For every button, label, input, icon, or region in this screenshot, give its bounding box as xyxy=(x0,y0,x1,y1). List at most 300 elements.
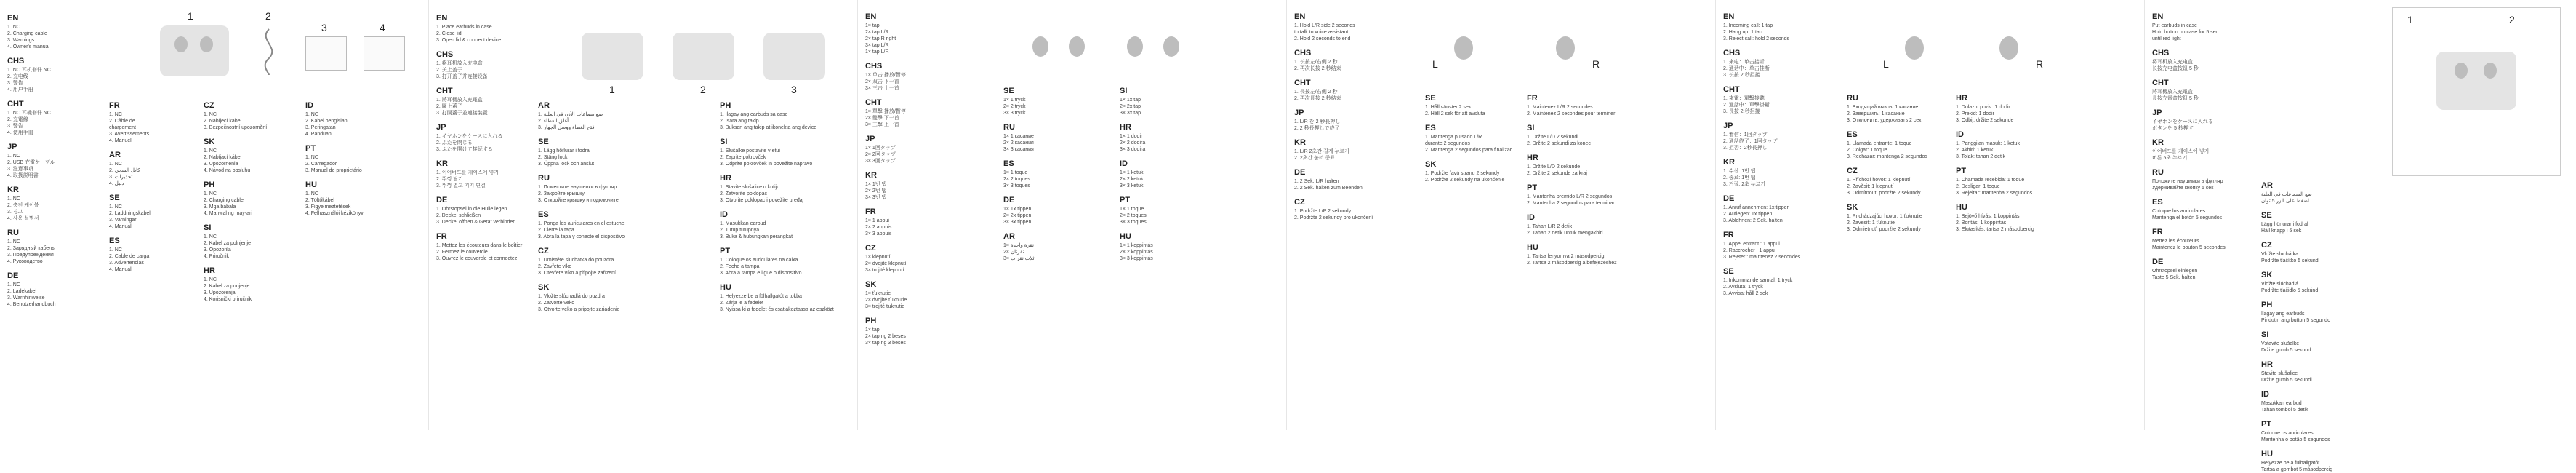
instruction-line: 1. Appel entrant : 1 appui xyxy=(1723,242,1780,247)
language-code: CHT xyxy=(865,98,882,107)
instruction-line: 3× trojité klepnutí xyxy=(865,268,904,273)
language-code: CZ xyxy=(204,101,214,110)
language-code: FR xyxy=(109,101,120,110)
instruction-line: 3× 3 koppintás xyxy=(1120,256,1153,261)
instruction-line: 2. 뚜껑 닫기 xyxy=(436,177,463,182)
instruction-line: 1. Hold L/R side 2 seconds xyxy=(1294,23,1355,28)
language-code: SI xyxy=(1527,124,1535,132)
instruction-line: 3. Abra a tampa e ligue o dispositivo xyxy=(720,271,802,276)
language-code: SI xyxy=(2261,330,2269,339)
instruction-line: 3. Reject call: hold 2 seconds xyxy=(1723,36,1790,41)
instruction-line: Lägg hörlurar i fodral xyxy=(2261,222,2308,227)
instruction-line: 1× ťuknutie xyxy=(865,291,891,296)
earbud-case xyxy=(160,25,229,76)
language-code: CZ xyxy=(1847,167,1858,175)
instruction-line: 3× 3 toques xyxy=(1120,220,1147,225)
language-column xyxy=(204,95,285,303)
instruction-line: 2× 2 appuis xyxy=(865,225,892,230)
language-column xyxy=(1527,87,1617,266)
language-column xyxy=(109,95,190,273)
instruction-line: 2× 雙擊 下一首 xyxy=(865,116,899,121)
language-code: ES xyxy=(1847,130,1858,139)
language-code: SK xyxy=(2261,271,2273,279)
cable-icon xyxy=(254,25,284,76)
language-code: KR xyxy=(1723,158,1735,167)
language-code: RU xyxy=(538,174,550,183)
language-code: ID xyxy=(1527,213,1535,222)
language-code: PT xyxy=(1120,196,1131,204)
instruction-line: 1. Ohrstöpsel in die Hülle legen xyxy=(436,207,507,212)
instruction-line: 1. NC xyxy=(109,112,122,117)
instruction-line: 3. Odmietnuť: podržte 2 sekundy xyxy=(1847,227,1921,232)
instruction-line: 2. Câble de xyxy=(109,119,135,124)
instruction-line: 2. Akhiri: 1 ketuk xyxy=(1956,148,1994,153)
instruction-line: 2× نقرتان xyxy=(1003,250,1024,255)
instruction-line: 3. Bezpečnostní upozornění xyxy=(204,125,268,130)
instruction-line: Držite gumb 5 sekund xyxy=(2261,348,2311,353)
instruction-line: اضغط على الزر 5 ثوان xyxy=(2261,199,2309,204)
instruction-line: 3. Avvisa: håll 2 sek xyxy=(1723,291,1768,296)
instruction-line: 1. Helyezze be a fülhallgatót a tokba xyxy=(720,294,802,299)
instruction-line: 1× 1 toque xyxy=(1003,170,1028,175)
instruction-line: 2. Tartsa 2 másodpercig a befejezéshez xyxy=(1527,261,1617,266)
language-code: CZ xyxy=(538,247,549,255)
instruction-line: 3× trojité ťuknutie xyxy=(865,304,905,309)
instruction-line: 2. Carregador xyxy=(305,162,337,167)
language-code: ES xyxy=(1003,159,1014,168)
instruction-line: 3. Rejeitar: mantenha 2 segundos xyxy=(1956,191,2033,196)
instruction-line: 1. NC 耳機套件 NC xyxy=(7,111,51,116)
language-code: JP xyxy=(7,143,17,151)
instruction-line: 3. Odprite pokrovček in povežite napravo xyxy=(720,162,813,167)
instruction-line: 3. Warnings xyxy=(7,38,35,43)
instruction-line: 3. افتح الغطاء ووصل الجهاز xyxy=(538,125,596,130)
instruction-line: 2. Hang up: 1 tap xyxy=(1723,30,1762,35)
instruction-line: Mettez les écouteurs xyxy=(2152,239,2199,244)
instruction-line: 2. 通話終了：1回タップ xyxy=(1723,139,1778,144)
instruction-line: 3. 长按 2 秒拒接 xyxy=(1723,73,1760,78)
earbud-left xyxy=(1454,36,1473,60)
instruction-line: 2. Håll 2 sek för att avsluta xyxy=(1425,111,1485,116)
language-code: KR xyxy=(2152,138,2164,147)
instruction-line: 1. 着信：1回タップ xyxy=(1723,132,1768,138)
language-code: RU xyxy=(7,228,19,237)
language-code: EN xyxy=(1294,12,1306,21)
instruction-line: 2× dvojité ťuknutie xyxy=(865,298,907,303)
instruction-line: 1. NC xyxy=(204,277,217,282)
language-code: CHT xyxy=(1294,79,1311,87)
language-code: SE xyxy=(109,194,120,202)
instruction-line: 1× 1 касание xyxy=(1003,134,1034,139)
earbud-right xyxy=(1069,36,1085,57)
instruction-line: 2. Feche a tampa xyxy=(720,264,760,269)
instruction-line: 1. NC 耳机套件 NC xyxy=(7,68,51,73)
language-code: HR xyxy=(204,266,215,275)
instruction-line: 1. Masukkan earbud xyxy=(720,221,766,226)
instruction-line: 2. Držite 2 sekunde za kraj xyxy=(1527,171,1587,176)
language-code: DE xyxy=(1723,194,1735,203)
instruction-line: 3. Odmítnout: podržte 2 sekundy xyxy=(1847,191,1921,196)
instruction-line: 2× 2x tippen xyxy=(1003,213,1032,218)
instruction-line: 3× 3 ketuk xyxy=(1120,183,1144,188)
instruction-line: 3. Avertissements xyxy=(109,132,150,137)
language-code: PT xyxy=(2261,420,2272,429)
instruction-line: 1. Tartsa lenyomva 2 másodpercig xyxy=(1527,254,1605,259)
earbud-left xyxy=(1032,36,1048,57)
instruction-line: 2× tap ng 2 beses xyxy=(865,334,906,339)
instruction-line: 4. Manuel xyxy=(109,138,132,143)
panel-calls xyxy=(1716,0,2145,430)
language-code: SE xyxy=(1003,87,1014,95)
language-column xyxy=(1723,6,1805,297)
instruction-line: 1. Držite L/D 2 sekunde xyxy=(1527,164,1581,170)
language-code: SK xyxy=(1847,203,1858,212)
language-code: PT xyxy=(1956,167,1967,175)
instruction-line: 3. Manual de proprietário xyxy=(305,168,362,173)
instruction-line: 3. Elutasítás: tartsa 2 másodpercig xyxy=(1956,227,2034,232)
language-column xyxy=(305,95,387,217)
instruction-line: 2× 双击 下一首 xyxy=(865,79,899,84)
instruction-line: 1× 1 koppintás xyxy=(1120,243,1153,248)
instruction-line: 3. ふたを開けて接続する xyxy=(436,147,493,152)
instruction-line: 1. Slušalke postavite v etui xyxy=(720,148,780,154)
language-code: HU xyxy=(1956,203,1967,212)
instruction-line: 4. Manual xyxy=(109,267,132,272)
figure-earbud-taps xyxy=(1003,29,1221,73)
instruction-line: 3× 3回タップ xyxy=(865,159,896,164)
instruction-line: 1× 1 toque xyxy=(1120,207,1144,212)
language-code: ES xyxy=(538,210,549,219)
language-code: AR xyxy=(538,101,550,110)
instruction-line: chargement xyxy=(109,125,136,130)
language-column xyxy=(1847,87,1928,233)
instruction-line: Mantenha o botão 5 segundos xyxy=(2261,437,2330,442)
instruction-line: 1. NC xyxy=(109,204,122,210)
manual-sheet xyxy=(364,36,405,71)
instruction-line: 2. Desligar: 1 toque xyxy=(1956,184,2000,189)
instruction-line: 3. Предупреждения xyxy=(7,253,54,258)
instruction-line: Положите наушники в футляр xyxy=(2152,179,2223,184)
instruction-line: 1. NC xyxy=(7,239,20,245)
instruction-line: 3. Otvorte veko a pripojte zariadenie xyxy=(538,307,620,312)
instruction-line: Podržte tlačítko 5 sekund xyxy=(2261,258,2319,263)
language-code: JP xyxy=(1723,122,1733,130)
instruction-line: 2. ふたを閉じる xyxy=(436,140,473,146)
language-code: EN xyxy=(7,14,19,23)
instruction-line: 3. Ouvrez le couvercle et connectez xyxy=(436,256,518,261)
language-code: CHT xyxy=(436,87,453,95)
instruction-line: 3× 3번 탭 xyxy=(865,195,887,200)
instruction-line: Hold button on case for 5 sec xyxy=(2152,30,2219,35)
instruction-line: 1× 1回タップ xyxy=(865,146,896,151)
instruction-line: 1× 單擊 播放/暫停 xyxy=(865,109,906,114)
instruction-line: 3. Odbij: držite 2 sekunde xyxy=(1956,118,2014,123)
instruction-line: ضع السماعات في العلبة xyxy=(2261,192,2312,197)
instruction-line: 2. Зарядный кабель xyxy=(7,246,55,251)
instruction-line: Coloque los auriculares xyxy=(2152,209,2206,214)
instruction-line: 3. Opozorila xyxy=(204,247,231,253)
instruction-line: 2× 2 dodira xyxy=(1120,140,1146,146)
instruction-line: 1. Inkommande samtal: 1 tryck xyxy=(1723,278,1793,283)
language-code: SE xyxy=(1723,267,1734,276)
figure-number-2: 2 xyxy=(265,10,271,22)
instruction-line: Mantenga el botón 5 segundos xyxy=(2152,215,2223,220)
language-code: ID xyxy=(305,101,313,110)
instruction-line: 1. Držite L/D 2 sekundi xyxy=(1527,135,1578,140)
language-code: DE xyxy=(2152,258,2164,266)
warnings-sheet xyxy=(305,36,347,71)
instruction-line: 3. Öppna lock och anslut xyxy=(538,162,595,167)
instruction-line: 1. L/R を 2 秒長押し xyxy=(1294,119,1341,124)
instruction-line: 3. Upozornenia xyxy=(204,162,238,167)
instruction-line: 2× 2 ketuk xyxy=(1120,177,1144,182)
language-code: PT xyxy=(305,144,316,153)
language-code: CHS xyxy=(1294,49,1312,57)
language-code: PT xyxy=(720,247,731,255)
instruction-line: 2× tap R right xyxy=(865,36,896,41)
instruction-line: 4. Руководство xyxy=(7,259,43,264)
instruction-line: 3. 長按 2 秒拒接 xyxy=(1723,109,1760,114)
instruction-line: 2. Töltőkábel xyxy=(305,198,334,203)
instruction-line: 1. Tahan L/R 2 detik xyxy=(1527,224,1573,229)
instruction-line: 2. 充电线 xyxy=(7,74,28,79)
language-code: SI xyxy=(1120,87,1128,95)
instruction-line: 2. 2 秒長押しで終了 xyxy=(1294,126,1340,131)
instruction-line: 1. Håll vänster 2 sek xyxy=(1425,105,1472,110)
instruction-line: Držite gumb 5 sekundi xyxy=(2261,378,2312,383)
instruction-line: 1. イヤホンをケースに入れる xyxy=(436,134,503,139)
instruction-line: 2× tap L/R xyxy=(865,30,889,35)
figure-number-1: 1 xyxy=(609,84,615,95)
instruction-line: 4. Owner's manual xyxy=(7,44,50,49)
instruction-line: 1× 1x tap xyxy=(1120,98,1141,103)
instruction-line: 1× 1 tryck xyxy=(1003,98,1026,103)
earbud-case xyxy=(2436,52,2516,110)
instruction-line: 4. Manwal ng may-ari xyxy=(204,211,252,216)
instruction-line: 2. USB 充電ケーブル xyxy=(7,160,55,165)
instruction-line: 2× 2 toques xyxy=(1003,177,1030,182)
language-code: CHT xyxy=(1723,85,1740,94)
instruction-line: 2. Charging cable xyxy=(204,198,244,203)
instruction-line: 3. Otvorite poklopac i povežite uređaj xyxy=(720,198,804,203)
language-code: DE xyxy=(1294,168,1306,177)
instruction-line: 2. Charging cable xyxy=(7,31,47,36)
language-code: CHS xyxy=(865,62,883,71)
language-code: FR xyxy=(865,207,876,216)
instruction-line: 1. Поместите наушники в футляр xyxy=(538,185,617,190)
instruction-line: 2. Deckel schließen xyxy=(436,213,481,218)
instruction-line: 長按充電盒按鈕 5 秒 xyxy=(2152,96,2199,101)
language-code: SE xyxy=(1425,94,1436,103)
instruction-line: 1. Ilagay ang earbuds sa case xyxy=(720,112,788,117)
instruction-line: 2. 充電線 xyxy=(7,117,28,122)
instruction-line: 1. Anruf annehmen: 1x tippen xyxy=(1723,205,1790,210)
instruction-line: 2. Zaprite pokrovček xyxy=(720,155,766,160)
instruction-line: 1. Prichádzajúci hovor: 1 ťuknutie xyxy=(1847,214,1922,219)
earbud-right xyxy=(1999,36,2018,60)
instruction-line: 4. 用户手册 xyxy=(7,87,33,92)
instruction-line: 3. Open lid & connect device xyxy=(436,38,502,43)
instruction-line: 2. Prekid: 1 dodir xyxy=(1956,111,1994,116)
instruction-line: 1. NC xyxy=(305,112,318,117)
instruction-line: 将耳机放入充电盒 xyxy=(2152,60,2193,65)
earbud-left xyxy=(174,36,188,52)
earbud-left xyxy=(1127,36,1143,57)
instruction-line: 3. Откройте крышку и подключите xyxy=(538,198,619,203)
instruction-line: 1. Place earbuds in case xyxy=(436,25,492,30)
instruction-line: 2. Mantenga 2 segundos para finalizar xyxy=(1425,148,1512,153)
language-code: SI xyxy=(204,223,212,232)
language-code: SK xyxy=(865,280,877,289)
instruction-line: to talk to voice assistant xyxy=(1294,30,1349,35)
panel-reset xyxy=(2145,0,2576,472)
instruction-line: 3. 警告 xyxy=(7,124,23,129)
instruction-line: 2. Raccrocher : 1 appui xyxy=(1723,248,1776,253)
language-code: JP xyxy=(2152,108,2162,117)
instruction-line: Podržte tlačidlo 5 sekúnd xyxy=(2261,288,2319,293)
language-code: AR xyxy=(2261,181,2273,190)
figure-reset xyxy=(2392,7,2561,176)
instruction-line: 3. Deckel öffnen & Gerät verbinden xyxy=(436,220,516,225)
language-code: ES xyxy=(2152,198,2163,207)
instruction-line: 1. Ponga los auriculares en el estuche xyxy=(538,221,625,226)
instruction-line: 2. Close lid xyxy=(436,31,462,36)
instruction-line: 2. Zavřete víko xyxy=(538,264,572,269)
instruction-line: 2. Mantenha 2 segundos para terminar xyxy=(1527,201,1615,206)
instruction-line: 1× tap xyxy=(865,327,880,333)
language-code: FR xyxy=(2152,228,2163,236)
instruction-line: durante 2 segundos xyxy=(1425,141,1470,146)
instruction-line: ボタンを 5 秒押す xyxy=(2152,126,2194,131)
language-code: HU xyxy=(1527,243,1538,252)
instruction-line: 3. Buka & hubungkan perangkat xyxy=(720,234,793,239)
instruction-line: Удерживайте кнопку 5 сек xyxy=(2152,186,2214,191)
instruction-line: 2. Nabíjecí kabel xyxy=(204,119,242,124)
instruction-line: 2. أغلق الغطاء xyxy=(538,119,569,124)
instruction-line: 1. NC xyxy=(305,155,318,160)
instruction-line: 1. NC xyxy=(7,154,20,159)
instruction-line: 2× 2 toques xyxy=(1120,213,1147,218)
earbud-right xyxy=(2484,63,2497,79)
instruction-line: 1. Bejövő hívás: 1 koppintás xyxy=(1956,214,2020,219)
language-code: CZ xyxy=(865,244,876,253)
instruction-line: 2. Isara ang takip xyxy=(720,119,759,124)
instruction-line: 3. Otevřete víko a připojte zařízení xyxy=(538,271,616,276)
label-left: L xyxy=(1432,58,1438,70)
instruction-line: 3. Abra la tapa y conecte el dispositivo xyxy=(538,234,625,239)
instruction-line: 1. Mantenha premido L/R 2 segundos xyxy=(1527,194,1613,199)
instruction-line: 1. 長按左/右側 2 秒 xyxy=(1294,90,1338,95)
figure-number-1: 1 xyxy=(188,10,193,22)
instruction-line: Vložte sluchátka xyxy=(2261,252,2298,257)
label-left: L xyxy=(1883,58,1889,70)
instruction-line: 3. Varningar xyxy=(109,218,137,223)
panel-pairing xyxy=(429,0,858,430)
instruction-line: 2. Avsluta: 1 tryck xyxy=(1723,285,1763,290)
instruction-line: 2. Kabel pengisian xyxy=(305,119,348,124)
instruction-line: 2. Podržte 2 sekundy pro ukončení xyxy=(1294,215,1373,220)
language-code: HR xyxy=(1527,154,1538,162)
language-code: PH xyxy=(204,180,215,189)
instruction-line: 1. Podržte ľavú stranu 2 sekundy xyxy=(1425,171,1500,176)
instruction-line: Maintenez le bouton 5 secondes xyxy=(2152,245,2226,250)
language-code: FR xyxy=(1723,231,1734,239)
language-code: CHS xyxy=(436,50,454,59)
language-column xyxy=(1956,87,2037,233)
language-code: SI xyxy=(720,138,728,146)
language-code: DE xyxy=(1003,196,1015,204)
language-column xyxy=(1120,80,1201,262)
language-code: CHS xyxy=(2152,49,2170,57)
figure-number-2: 2 xyxy=(700,84,706,95)
instruction-line: 2. Zatvorite poklopac xyxy=(720,191,767,196)
instruction-line: 3× 3 касания xyxy=(1003,147,1034,152)
language-code: HU xyxy=(2261,450,2273,458)
instruction-line: 3× 3 appuis xyxy=(865,231,892,236)
language-code: EN xyxy=(1723,12,1735,21)
instruction-line: 1. 이어버드를 케이스에 넣기 xyxy=(436,170,499,175)
language-code: HU xyxy=(720,283,731,292)
language-code: RU xyxy=(2152,168,2164,177)
instruction-line: 2. Držite 2 sekundi za konec xyxy=(1527,141,1591,146)
figure-calls xyxy=(1861,15,2079,87)
language-code: SE xyxy=(538,138,549,146)
figure-number-1: 1 xyxy=(2407,14,2413,25)
language-code: ID xyxy=(720,210,728,219)
instruction-line: 3. 拒否：2秒長押し xyxy=(1723,146,1768,151)
instruction-line: 1× klepnutí xyxy=(865,255,891,260)
figure-contents xyxy=(153,7,414,87)
instruction-line: Håll knapp i 5 sek xyxy=(2261,228,2302,234)
instruction-line: 4. Panduan xyxy=(305,132,332,137)
instruction-line: 3× 三击 上一首 xyxy=(865,86,899,91)
instruction-line: 1. Vložte slúchadlá do puzdra xyxy=(538,294,605,299)
language-code: RU xyxy=(1847,94,1858,103)
language-code: FR xyxy=(1527,94,1538,103)
instruction-line: 2. Zárja le a fedelet xyxy=(720,301,763,306)
instruction-line: Stavite slušalice xyxy=(2261,371,2298,376)
language-code: HR xyxy=(2261,360,2273,369)
instruction-line: 2× 2 tryck xyxy=(1003,104,1026,109)
instruction-line: 2. Colgar: 1 toque xyxy=(1847,148,1887,153)
instruction-line: 1× 1x tippen xyxy=(1003,207,1032,212)
instruction-line: 1. 2 Sek. L/R halten xyxy=(1294,179,1339,184)
instruction-line: Pindutin ang button 5 segundo xyxy=(2261,318,2330,323)
figure-voice xyxy=(1418,15,1636,87)
figure-pairing xyxy=(582,15,843,95)
instruction-line: 1. NC xyxy=(109,247,122,253)
instruction-line: 2. Завершить: 1 касание xyxy=(1847,111,1905,116)
language-code: DE xyxy=(436,196,448,204)
instruction-line: 將耳機放入充電盒 xyxy=(2152,90,2193,95)
instruction-line: 4. Manual xyxy=(109,224,132,229)
instruction-line: 2. Hold 2 seconds to end xyxy=(1294,36,1351,41)
instruction-line: 1. NC xyxy=(109,162,122,167)
language-code: EN xyxy=(436,14,448,23)
instruction-line: 1. Mantenga pulsado L/R xyxy=(1425,135,1482,140)
language-column xyxy=(2261,175,2343,473)
instruction-line: 2. Kabel za punjenje xyxy=(204,284,250,289)
language-code: HR xyxy=(720,174,731,183)
instruction-line: 2. Podržte 2 sekundy na ukončenie xyxy=(1425,178,1505,183)
language-column xyxy=(2152,6,2234,281)
instruction-line: Vstavite slušalke xyxy=(2261,341,2300,346)
instruction-line: 1. Llamada entrante: 1 toque xyxy=(1847,141,1912,146)
instruction-line: 2. 충전 케이블 xyxy=(7,203,39,208)
instruction-line: 4. 使用手冊 xyxy=(7,130,33,135)
instruction-line: 1. Входящий вызов: 1 касание xyxy=(1847,105,1919,110)
instruction-line: 2. Stäng lock xyxy=(538,155,568,160)
